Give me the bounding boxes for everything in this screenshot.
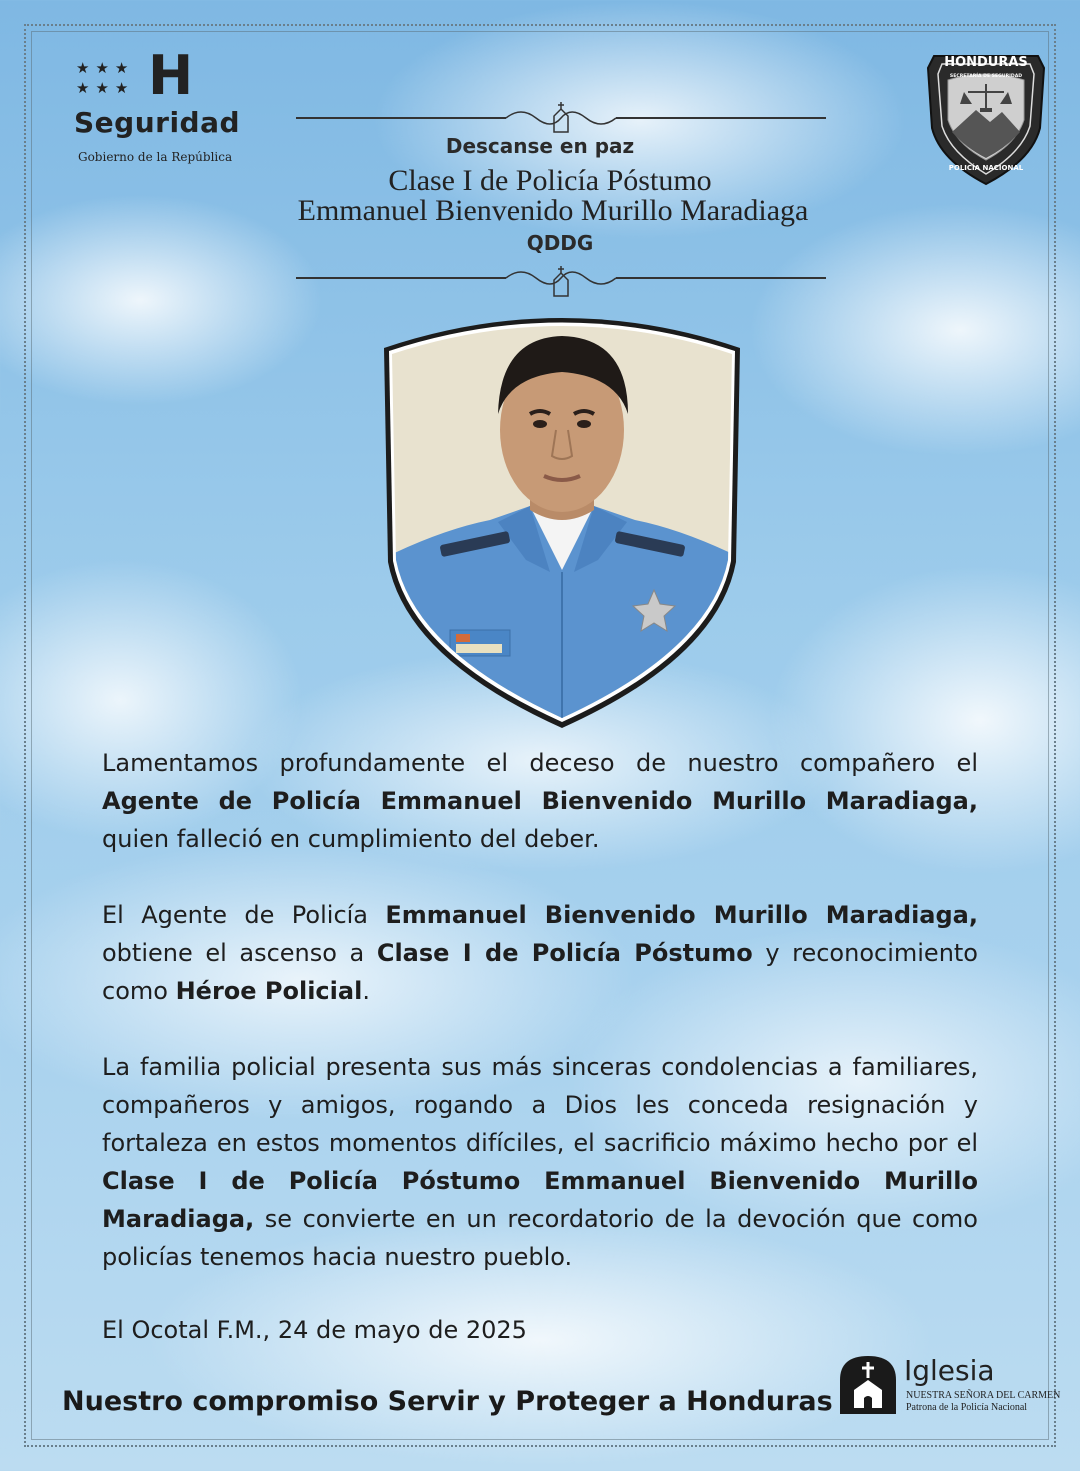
p3-text-1: La familia policial presenta sus más sinceras condolencias a familiares, compañeros y amigos, rogando a Dios les conceda resignación y fortaleza en estos momentos difíciles, el sacrificio máximo hecho por el: [102, 1053, 978, 1157]
h-logo-mark: H: [148, 44, 194, 107]
p2-text-4: .: [362, 977, 370, 1005]
p2-text-3: y reconocimiento como: [102, 939, 978, 1005]
place-date: El Ocotal F.M., 24 de mayo de 2025: [102, 1316, 527, 1344]
officer-name-heading: Emmanuel Bienvenido Murillo Maradiaga: [297, 194, 809, 227]
officer-portrait: [380, 310, 745, 730]
stars-icon: ★★★ ★★★: [76, 59, 135, 97]
iglesia-title: Iglesia: [904, 1354, 995, 1387]
p1-text-2: quien falleció en cumplimiento del deber.: [102, 825, 600, 853]
iglesia-line-1: NUESTRA SEÑORA DEL CARMEN: [906, 1390, 1061, 1401]
p1-officer-name: Agente de Policía Emmanuel Bienvenido Murillo Maradiaga,: [102, 787, 978, 815]
qddg-abbreviation: QDDG: [526, 231, 594, 255]
seguridad-logo-title: Seguridad: [74, 106, 241, 139]
promotion-paragraph: [102, 896, 978, 1010]
seguridad-logo-subtitle: Gobierno de la República: [78, 150, 233, 164]
p2-text-1: El Agente de Policía: [102, 901, 386, 929]
church-icon: [836, 1352, 900, 1416]
badge-top-text: HONDURAS: [944, 55, 1028, 70]
p2-officer-name: Emmanuel Bienvenido Murillo Maradiaga,: [385, 901, 978, 929]
p2-text-2: obtiene el ascenso a: [102, 939, 377, 967]
p2-rank: Clase I de Policía Póstumo: [376, 939, 753, 967]
badge-ministry-text: SECRETARÍA DE SEGURIDAD: [949, 74, 1023, 79]
p3-officer-rank-name: Clase I de Policía Póstumo Emmanuel Bienvenido Murillo Maradiaga,: [102, 1167, 978, 1233]
p3-text-2: se convierte en un recordatorio de la devoción que como policías tenemos hacia nuestro pueblo.: [102, 1205, 978, 1271]
p2-hero-title: Héroe Policial: [175, 977, 363, 1005]
p1-text-1: Lamentamos profundamente el deceso de nuestro compañero el: [102, 749, 978, 777]
slogan: Nuestro compromiso Servir y Proteger a Honduras: [62, 1386, 833, 1417]
posthumous-rank-heading: Clase I de Policía Póstumo: [388, 164, 712, 197]
badge-bottom-text: POLICÍA NACIONAL: [948, 164, 1024, 172]
rest-in-peace-heading: Descanse en paz: [445, 134, 635, 158]
ornament-divider-bottom: [296, 262, 826, 302]
condolence-paragraph-1: [102, 744, 978, 858]
iglesia-logo: [836, 1352, 1061, 1422]
iglesia-line-2: Patrona de la Policía Nacional: [906, 1402, 1028, 1413]
family-condolence-paragraph: [102, 1048, 978, 1276]
